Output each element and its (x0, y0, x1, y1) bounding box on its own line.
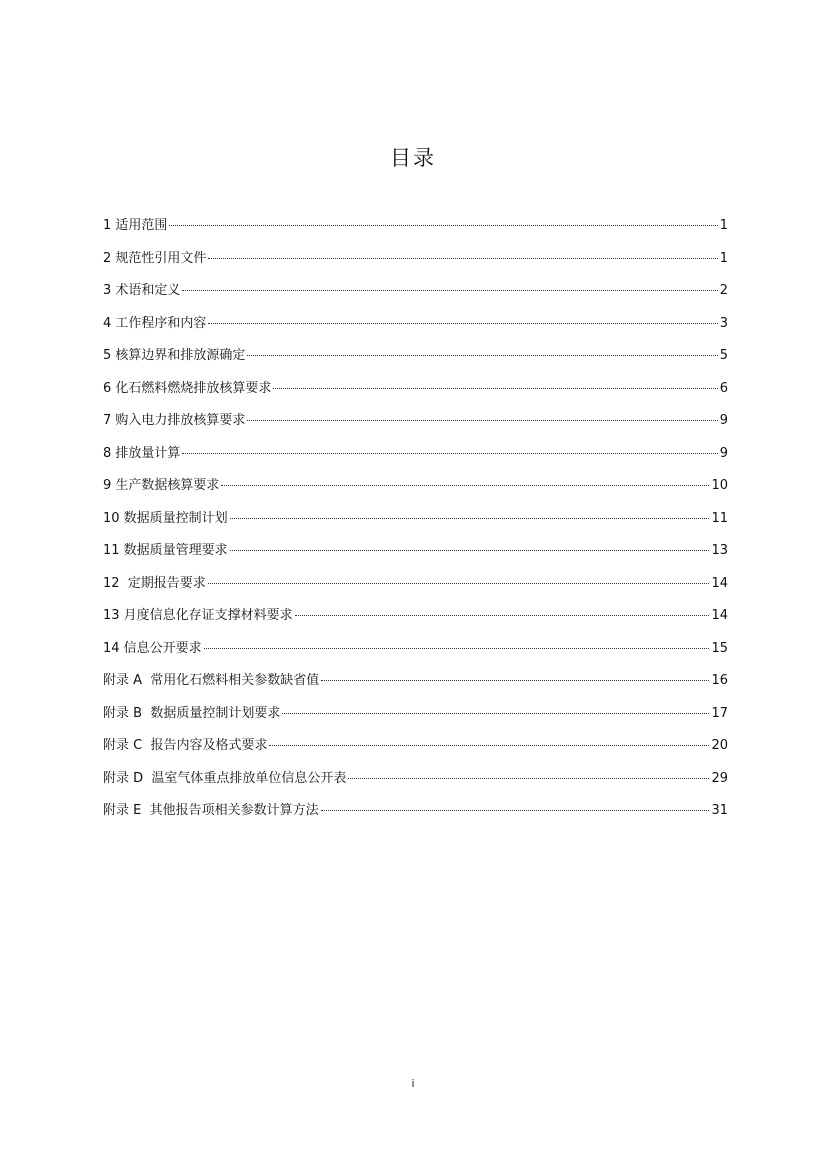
dot-leader (221, 485, 709, 486)
toc-entry-label: 3 术语和定义 (103, 283, 181, 298)
toc-entry-appendix-c[interactable] (103, 736, 728, 769)
toc-entry-appendix-a[interactable] (103, 671, 728, 704)
dot-leader (321, 680, 709, 681)
toc-entry-page: 13 (711, 543, 728, 558)
toc-entry-1[interactable] (103, 216, 728, 249)
toc-entry-label: 附录 B 数据质量控制计划要求 (103, 705, 281, 721)
toc-entry-label: 14 信息公开要求 (103, 640, 202, 656)
toc-entry-appendix-d[interactable] (103, 769, 728, 802)
toc-entry-14[interactable] (103, 639, 728, 672)
dot-leader (295, 615, 710, 616)
toc-entry-label: 5 核算边界和排放源确定 (103, 348, 246, 363)
dot-leader (273, 388, 717, 389)
dot-leader (208, 258, 717, 259)
toc-entry-page: 6 (719, 380, 728, 396)
dot-leader (208, 583, 710, 584)
toc-entry-page: 9 (719, 445, 728, 461)
toc-entry-appendix-b[interactable] (103, 704, 728, 737)
toc-entry-label: 7 购入电力排放核算要求 (103, 413, 246, 428)
toc-entry-3[interactable] (103, 281, 728, 314)
page-number: i (411, 1077, 415, 1090)
toc-entry-label: 13 月度信息化存证支撑材料要求 (103, 608, 293, 623)
toc-entry-label: 8 排放量计算 (103, 445, 181, 461)
toc-entry-10[interactable] (103, 509, 728, 542)
toc-entry-6[interactable] (103, 379, 728, 412)
toc-entry-page: 1 (719, 250, 728, 266)
dot-leader (182, 290, 717, 291)
toc-entry-page: 10 (711, 478, 728, 493)
toc-entry-12[interactable] (103, 574, 728, 607)
toc-entry-label: 1 适用范围 (103, 218, 168, 233)
toc-entry-label: 2 规范性引用文件 (103, 250, 207, 266)
toc-entry-4[interactable] (103, 314, 728, 347)
toc-entry-label: 6 化石燃料燃烧排放核算要求 (103, 380, 272, 396)
toc-entry-2[interactable] (103, 249, 728, 282)
toc-entry-page: 1 (719, 218, 728, 233)
toc-entry-11[interactable] (103, 541, 728, 574)
toc-entry-page: 2 (719, 283, 728, 298)
dot-leader (230, 518, 710, 519)
dot-leader (348, 778, 709, 779)
dot-leader (247, 420, 717, 421)
toc-entry-page: 20 (711, 738, 728, 753)
toc-entry-9[interactable] (103, 476, 728, 509)
toc-entry-appendix-e[interactable] (103, 801, 728, 834)
toc-entry-page: 16 (711, 673, 728, 688)
toc-entry-page: 14 (711, 575, 728, 591)
toc-entry-label: 10 数据质量控制计划 (103, 510, 228, 526)
table-of-contents (103, 216, 728, 834)
toc-entry-page: 29 (711, 770, 728, 786)
toc-entry-label: 4 工作程序和内容 (103, 315, 207, 331)
toc-entry-page: 3 (719, 315, 728, 331)
toc-entry-label: 附录 D 温室气体重点排放单位信息公开表 (103, 770, 347, 786)
toc-entry-label: 9 生产数据核算要求 (103, 478, 220, 493)
toc-entry-page: 31 (711, 803, 728, 818)
toc-entry-page: 9 (719, 413, 728, 428)
toc-entry-label: 12 定期报告要求 (103, 575, 206, 591)
toc-entry-page: 15 (711, 640, 728, 656)
page-title: 目录 (390, 146, 436, 170)
dot-leader (204, 648, 710, 649)
dot-leader (182, 453, 717, 454)
toc-entry-label: 附录 A 常用化石燃料相关参数缺省值 (103, 673, 320, 688)
toc-entry-8[interactable] (103, 444, 728, 477)
toc-entry-7[interactable] (103, 411, 728, 444)
dot-leader (321, 810, 710, 811)
toc-entry-label: 附录 C 报告内容及格式要求 (103, 738, 268, 753)
toc-entry-label: 11 数据质量管理要求 (103, 543, 228, 558)
toc-entry-label: 附录 E 其他报告项相关参数计算方法 (103, 803, 319, 818)
toc-entry-page: 14 (711, 608, 728, 623)
dot-leader (247, 355, 717, 356)
dot-leader (282, 713, 709, 714)
toc-entry-page: 11 (711, 510, 728, 526)
toc-entry-page: 5 (719, 348, 728, 363)
toc-entry-5[interactable] (103, 346, 728, 379)
toc-entry-13[interactable] (103, 606, 728, 639)
dot-leader (230, 550, 710, 551)
dot-leader (269, 745, 709, 746)
dot-leader (169, 225, 717, 226)
dot-leader (208, 323, 717, 324)
toc-entry-page: 17 (711, 705, 728, 721)
